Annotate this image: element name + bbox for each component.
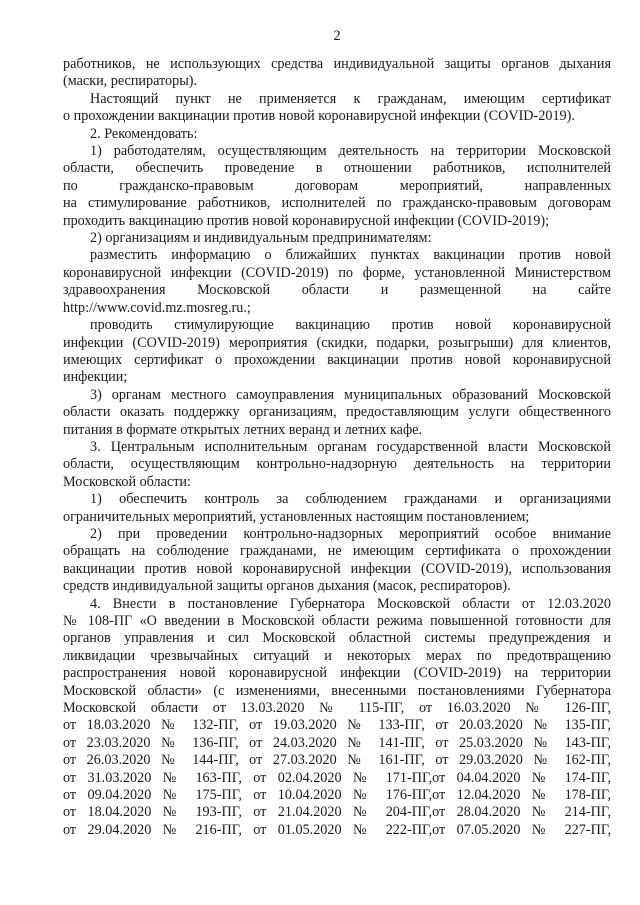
text-line: разместить информацию о ближайших пунктах вакцинации против новой [90,247,611,264]
text-line: обращать на соблюдение гражданами, не имеющим сертификата о прохождении [63,543,611,560]
text-line: по гражданско-правовым договорам мероприятий, направленных [63,177,611,194]
text-line: 4. Внести в постановление Губернатора Московской области от 12.03.2020 [90,595,611,612]
text-line: ликвидации чрезвычайных ситуаций и некоторых мерах по предотвращению [63,647,611,664]
text-line: органов управления и сил Московской областной системы предупреждения и [63,630,611,647]
text-line: от 26.03.2020 № 144-ПГ, от 27.03.2020 № 161-ПГ, от 29.03.2020 № 162-ПГ, [63,752,611,769]
document-body [63,56,611,839]
text-line: области, осуществляющим контрольно-надзорную деятельность на территории [63,456,611,473]
text-line: о прохождении вакцинации против новой коронавирусной инфекции (COVID-2019). [63,108,575,125]
text-line: проходить вакцинацию против новой коронавирусной инфекции (COVID-2019); [63,212,550,229]
text-line: распространения новой коронавирусной инфекции (COVID-2019) на территории [63,665,611,682]
text-line: от 23.03.2020 № 136-ПГ, от 24.03.2020 № 141-ПГ, от 25.03.2020 № 143-ПГ, [63,734,611,751]
page-number: 2 [333,28,341,44]
text-line: инфекции (COVID-2019) мероприятия (скидки, подарки, розыгрыши) для клиентов, [63,334,611,351]
text-line: ограничительных мероприятий, установленных настоящим постановлением; [63,508,530,525]
text-line: 2. Рекомендовать: [90,125,198,142]
text-line: № 108-ПГ «О введении в Московской области режима повышенной готовности для [63,613,611,629]
text-line: на стимулирование работников, исполнителей по гражданско-правовым договорам [63,195,611,212]
text-line: 1) обеспечить контроль за соблюдением гражданами и организациями [90,491,611,508]
text-line: имеющих сертификат о прохождении вакцинации против новой коронавирусной [63,351,611,368]
text-line: здравоохранения Московской области и размещенной на сайте [63,282,611,299]
text-line: коронавирусной инфекции (COVID-2019) по форме, установленной Министерством [63,264,611,281]
text-line: инфекции; [63,369,128,386]
text-line: 3. Центральным исполнительным органам государственной власти Московской [90,438,611,455]
text-line: (маски, респираторы). [63,73,198,90]
text-line: Московской области» (с изменениями, внесенными постановлениями Губернатора [63,682,611,699]
text-line: области оказать поддержку организациям, предоставляющим услуги общественного [63,404,611,421]
text-line: Московской области от 13.03.2020 № 115-ПГ, от 16.03.2020 № 126-ПГ, [63,700,611,717]
text-line: средств индивидуальной защиты органов дыхания (масок, респираторов). [63,578,511,595]
text-line: питания в формате открытых летних веранд и летних кафе. [63,421,422,438]
text-line: 1) работодателям, осуществляющим деятельность на территории Московской [90,143,611,160]
text-line: области, обеспечить проведение в отношении работников, исполнителей [63,160,611,177]
text-line: от 31.03.2020 № 163-ПГ, от 02.04.2020 № 171-ПГ,от 04.04.2020 № 174-ПГ, [63,769,611,786]
text-line: http://www.covid.mz.mosreg.ru.; [63,299,251,316]
text-line: 2) организациям и индивидуальным предпринимателям: [90,230,432,247]
text-line: от 29.04.2020 № 216-ПГ, от 01.05.2020 № 222-ПГ,от 07.05.2020 № 227-ПГ, [63,821,611,838]
text-line: вакцинации против новой коронавирусной инфекции (COVID-2019), использования [63,560,611,577]
text-line: Московской области: [63,473,191,490]
text-line: проводить стимулирующие вакцинацию против новой коронавирусной [90,317,611,334]
text-line: от 09.04.2020 № 175-ПГ, от 10.04.2020 № 176-ПГ,от 12.04.2020 № 178-ПГ, [63,787,611,804]
text-line: от 18.04.2020 № 193-ПГ, от 21.04.2020 № 204-ПГ,от 28.04.2020 № 214-ПГ, [63,804,611,821]
text-line: Настоящий пункт не применяется к гражданам, имеющим сертификат [90,90,611,107]
text-line: 3) органам местного самоуправления муниципальных образований Московской [90,386,611,403]
text-line: 2) при проведении контрольно-надзорных мероприятий особое внимание [90,525,611,542]
text-line: работников, не использующих средства индивидуальной защиты органов дыхания [63,56,611,72]
text-line: от 18.03.2020 № 132-ПГ, от 19.03.2020 № 133-ПГ, от 20.03.2020 № 135-ПГ, [63,717,611,734]
